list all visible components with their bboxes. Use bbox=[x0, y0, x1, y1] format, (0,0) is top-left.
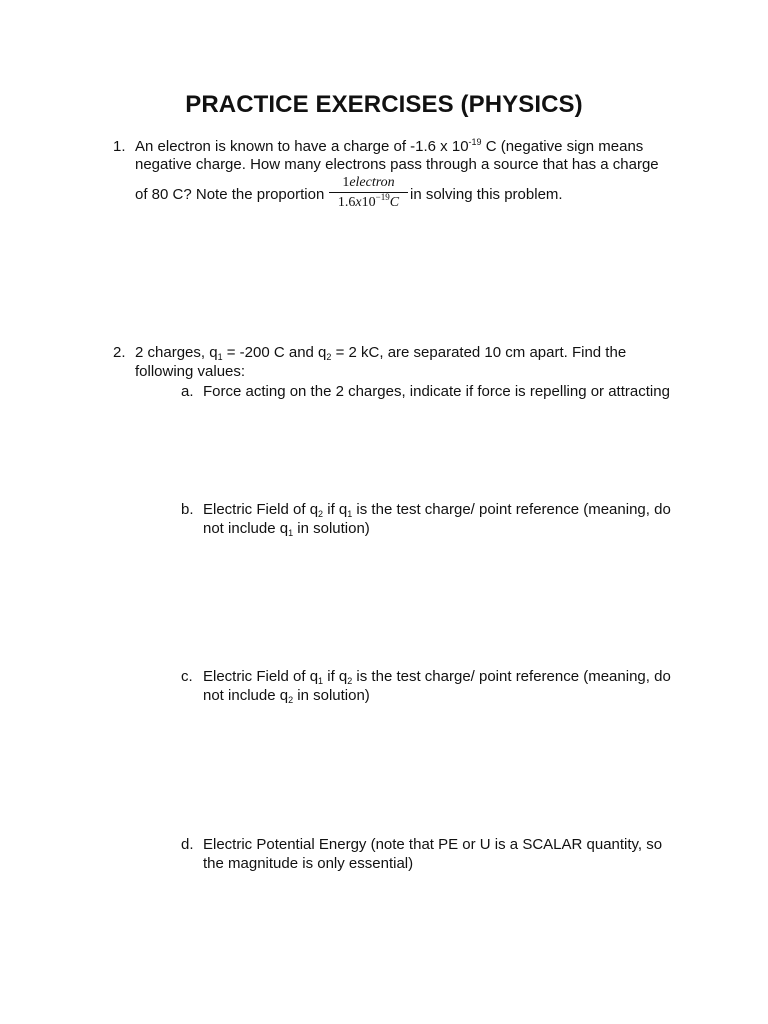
question-1-number: 1. bbox=[113, 138, 126, 155]
subquestion-c-line-1: Electric Field of $q_1$ if $q_2$ is the test charge/ point reference (meaning, do bbox=[203, 668, 671, 686]
question-1-text: C (negative sign means bbox=[481, 138, 644, 155]
subquestion-d-line-1: Electric Potential Energy (note that PE or U is a SCALAR quantity, so bbox=[203, 836, 663, 853]
subquestion-b-line-2: not include $q_1$ in solution) bbox=[203, 520, 370, 538]
question-1-line-3a: of 80 C? Note the proportion bbox=[135, 186, 325, 203]
fraction-bar bbox=[329, 192, 408, 193]
question-2-line-1: 2 charges, $q_1 = -200$ C and $q_2 = 2$ kC, are separated 10 cm apart. Find the bbox=[135, 344, 627, 362]
subquestion-b-line-1: Electric Field of $q_2$ if $q_1$ is the test charge/ point reference (meaning, do bbox=[203, 501, 671, 519]
subquestion-c-line-2: not include $q_2$ in solution) bbox=[203, 687, 370, 705]
proportion-fraction bbox=[329, 174, 408, 212]
exponent: -19 bbox=[468, 137, 482, 147]
subquestion-a-letter: a. bbox=[181, 383, 194, 400]
question-1-text: An electron is known to have a charge of -1.6 x 10 bbox=[135, 138, 469, 155]
fraction-denominator: $1.6x10^{-19}C$ bbox=[337, 192, 400, 210]
question-1-line-3b: in solving this problem. bbox=[410, 186, 563, 203]
subquestion-b-letter: b. bbox=[181, 501, 194, 518]
subquestion-d-letter: d. bbox=[181, 836, 194, 853]
question-2-line-2: following values: bbox=[135, 363, 246, 380]
subquestion-d-line-2: the magnitude is only essential) bbox=[203, 855, 414, 872]
page-title: PRACTICE EXERCISES (PHYSICS) bbox=[185, 91, 583, 118]
subquestion-a-text: Force acting on the 2 charges, indicate if force is repelling or attracting bbox=[203, 383, 670, 400]
question-2-number: 2. bbox=[113, 344, 126, 361]
fraction-numerator: 1electron bbox=[342, 175, 395, 190]
question-1-line-1 bbox=[135, 137, 643, 156]
question-1-line-2: negative charge. How many electrons pass through a source that has a charge bbox=[135, 156, 659, 173]
subquestion-c-letter: c. bbox=[181, 668, 193, 685]
